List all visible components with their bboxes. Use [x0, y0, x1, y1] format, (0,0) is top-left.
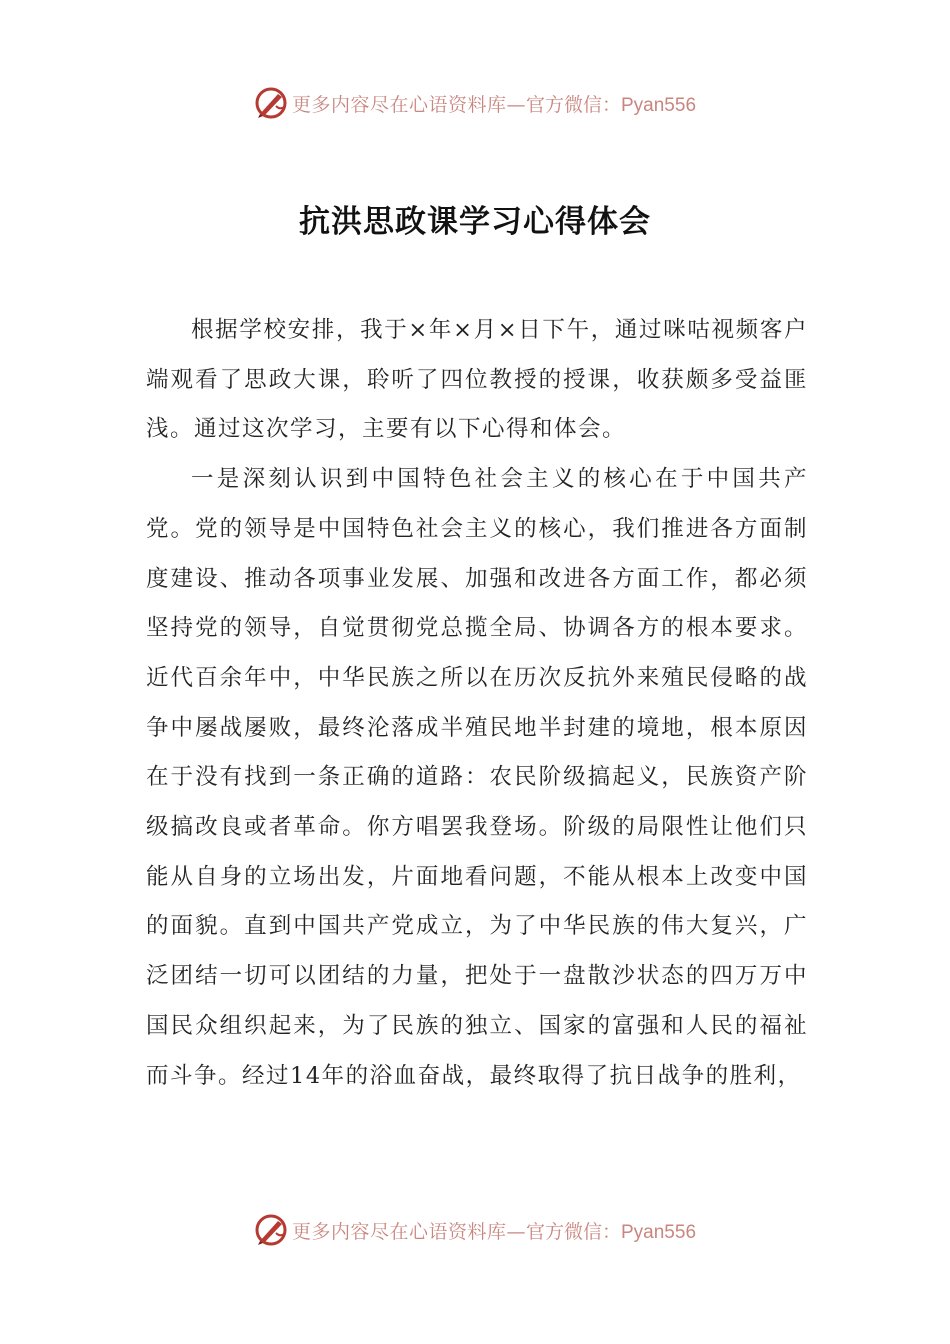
banner-wechat-text: 官方微信：Pyan556 — [526, 94, 697, 116]
footer-banner — [0, 1210, 950, 1250]
pen-circle-icon — [254, 86, 288, 120]
document-title: 抗洪思政课学习心得体会 — [299, 203, 651, 240]
paragraph-intro: 根据学校安排，我于×年×月×日下午，通过咪咕视频客户端观看了思政大课，聆听了四位教授的授课，收获颇多受益匪浅。通过这次学习，主要有以下心得和体会。 — [146, 317, 808, 443]
banner-brand-text: 更多内容尽在心语资料库— — [291, 93, 526, 116]
banner-brand-text: 更多内容尽在心语资料库— — [291, 1220, 526, 1243]
document-body — [146, 306, 808, 1101]
header-banner — [0, 83, 950, 123]
paragraph-point-one: 一是深刻认识到中国特色社会主义的核心在于中国共产党。党的领导是中国特色社会主义的核心，我们推进各方面制度建设、推动各项事业发展、加强和改进各方面工作，都必须坚持党的领导，自觉贯彻党总揽全局、协调各方的根本要求。近代百余年中，中华民族之所以在历次反抗外来殖民侵略的战争中屡战屡败，最终沦落成半殖民地半封建的境地，根本原因在于没有找到一条正确的道路：农民阶级搞起义，民族资产阶级搞改良或者革命。你方唱罢我登场。阶级的局限性让他们只能从自身的立场出发，片面地看问题，不能从根本上改变中国的面貌。直到中国共产党成立，为了中华民族的伟大复兴，广泛团结一切可以团结的力量，把处于一盘散沙状态的四万万中国民众组织起来，为了民族的独立、国家的富强和人民的福祉而斗争。经过14年的浴血奋战，最终取得了抗日战争的胜利， — [146, 466, 808, 1089]
banner-wechat-text: 官方微信：Pyan556 — [526, 1221, 697, 1243]
pen-circle-icon — [254, 1213, 288, 1247]
